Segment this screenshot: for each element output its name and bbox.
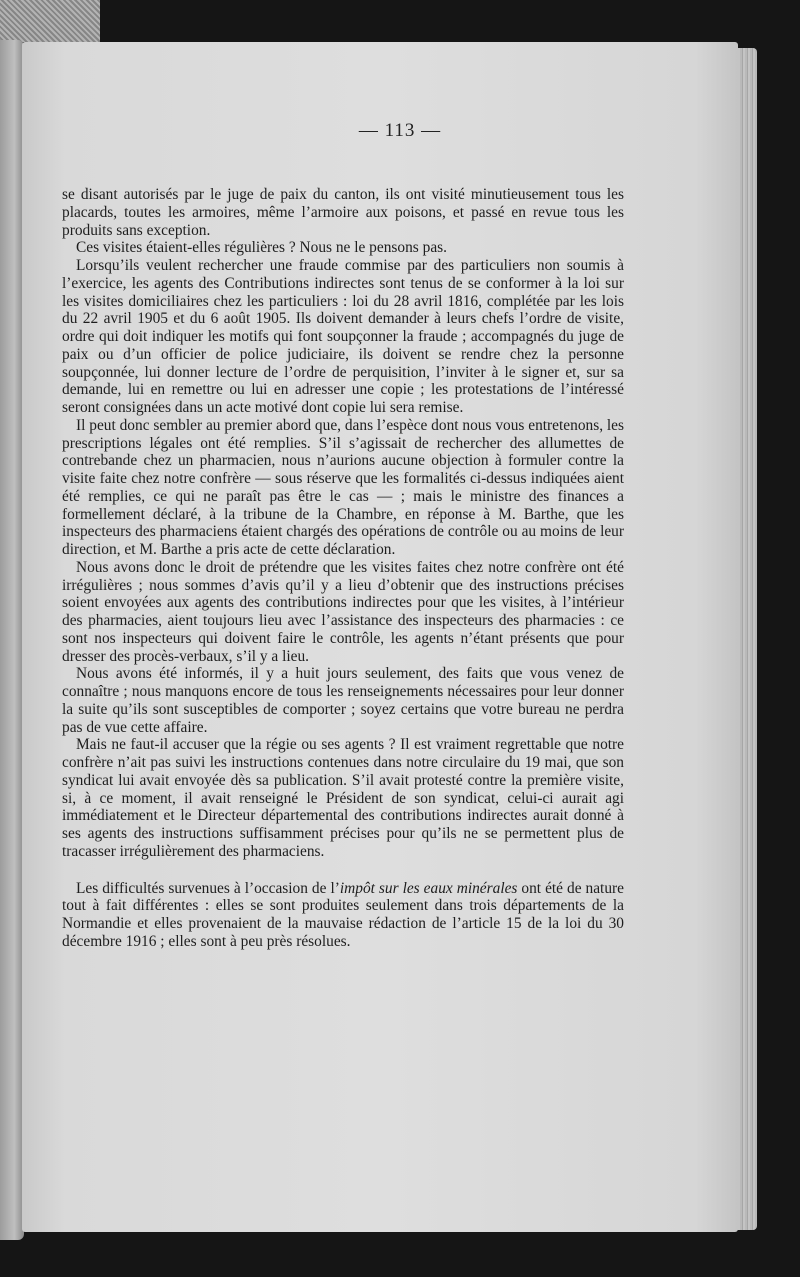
paragraph: Nous avons donc le droit de prétendre que les visites faites chez notre confrère ont été irrégulières ; nous sommes d’avis qu’il y a lieu d’obtenir que des instructions précises soient envoyées aux agents des contributions indirectes pour que les visites, à l’intérieur des pharmacies, aient toujours lieu avec l’assistance des inspecteurs des pharmacies : ce sont nos inspecteurs qui doivent faire le contrôle, les agents n’étant présents que pour dresser des procès-verbaux, s’il y a lieu.: [62, 558, 624, 665]
left-page-edge: [0, 40, 24, 1240]
book-binding: [0, 0, 100, 42]
paragraph: Mais ne faut-il accuser que la régie ou ses agents ? Il est vraiment regrettable que notre confrère n’ait pas suivi les instructions contenues dans notre circulaire du 19 mai, que son syndicat lui avait envoyée dès sa publication. S’il avait protesté contre la première visite, si, à ce moment, il avait renseigné le Président de son syndicat, celui-ci aurait agi immédiatement et le Directeur départemental des contributions indirectes aurait donné à ses agents des instructions suffisamment précises pour qu’ils ne se permettent plus de tracasser irrégulièrement des pharmaciens.: [62, 736, 624, 860]
paragraph: se disant autorisés par le juge de paix du canton, ils ont visité minutieusement tous les placards, toutes les armoires, même l’armoire aux poisons, et passé en revue tous les produits sans exception.: [62, 186, 624, 239]
page-text: [62, 186, 624, 951]
paragraph: Ces visites étaient-elles régulières ? Nous ne le pensons pas.: [76, 239, 447, 257]
text-run: ont été de nature tout à fait différentes : elles se sont produites seulement dans trois départements de la Normandie et elles provenaient de la mauvaise rédaction de l’article 15 de la loi du 30 décembre 1916 ; elles sont à peu près résolues.: [62, 879, 624, 950]
text-run: Les difficultés survenues à l’occasion de l’: [76, 879, 340, 897]
italic-term: impôt sur les eaux minérales: [339, 879, 518, 897]
page-number: — 113 —: [358, 120, 442, 141]
paragraph: Il peut donc sembler au premier abord que, dans l’espèce dont nous vous entretenons, les prescriptions légales ont été remplies. S’il s’agissait de rechercher des allumettes de contrebande chez un pharmacien, nous n’aurions aucune objection à formuler contre la visite faite chez notre confrère — sous réserve que les formalités ci-dessus indiquées aient été remplies, ce qui ne paraît pas être le cas — ; mais le ministre des finances a formellement déclaré, à la tribune de la Chambre, en réponse à M. Barthe, que les inspecteurs des pharmaciens étaient chargés des opérations de contrôle ou au moins de leur direction, et M. Barthe a pris acte de cette déclaration.: [62, 416, 624, 558]
page-stack-edge: [735, 48, 757, 1230]
paragraph: Lorsqu’ils veulent rechercher une fraude commise par des particuliers non soumis à l’exercice, les agents des Contributions indirectes sont tenus de se conformer à la loi sur les visites domiciliaires chez les particuliers : loi du 28 avril 1816, complétée par les lois du 22 avril 1905 et du 6 août 1905. Ils doivent demander à leurs chefs l’ordre de visite, ordre qui doit indiquer les motifs qui font soupçonner la fraude ; accompagnés du juge de paix ou d’un officier de police judiciaire, ils doivent se rendre chez la personne soupçonnée, lui donner lecture de l’ordre de perquisition, l’inviter à le signer et, sur sa demande, lui en remettre ou lui en adresser une copie ; les protestations de l’intéressé seront consignées dans un acte motivé dont copie lui sera remise.: [62, 257, 624, 416]
paragraph: Nous avons été informés, il y a huit jours seulement, des faits que vous venez de connaître ; nous manquons encore de tous les renseignements nécessaires pour leur donner la suite qu’ils sont susceptibles de comporter ; soyez certains que votre bureau ne perdra pas de vue cette affaire.: [62, 665, 624, 736]
paragraph-mineral-waters: [62, 880, 624, 951]
